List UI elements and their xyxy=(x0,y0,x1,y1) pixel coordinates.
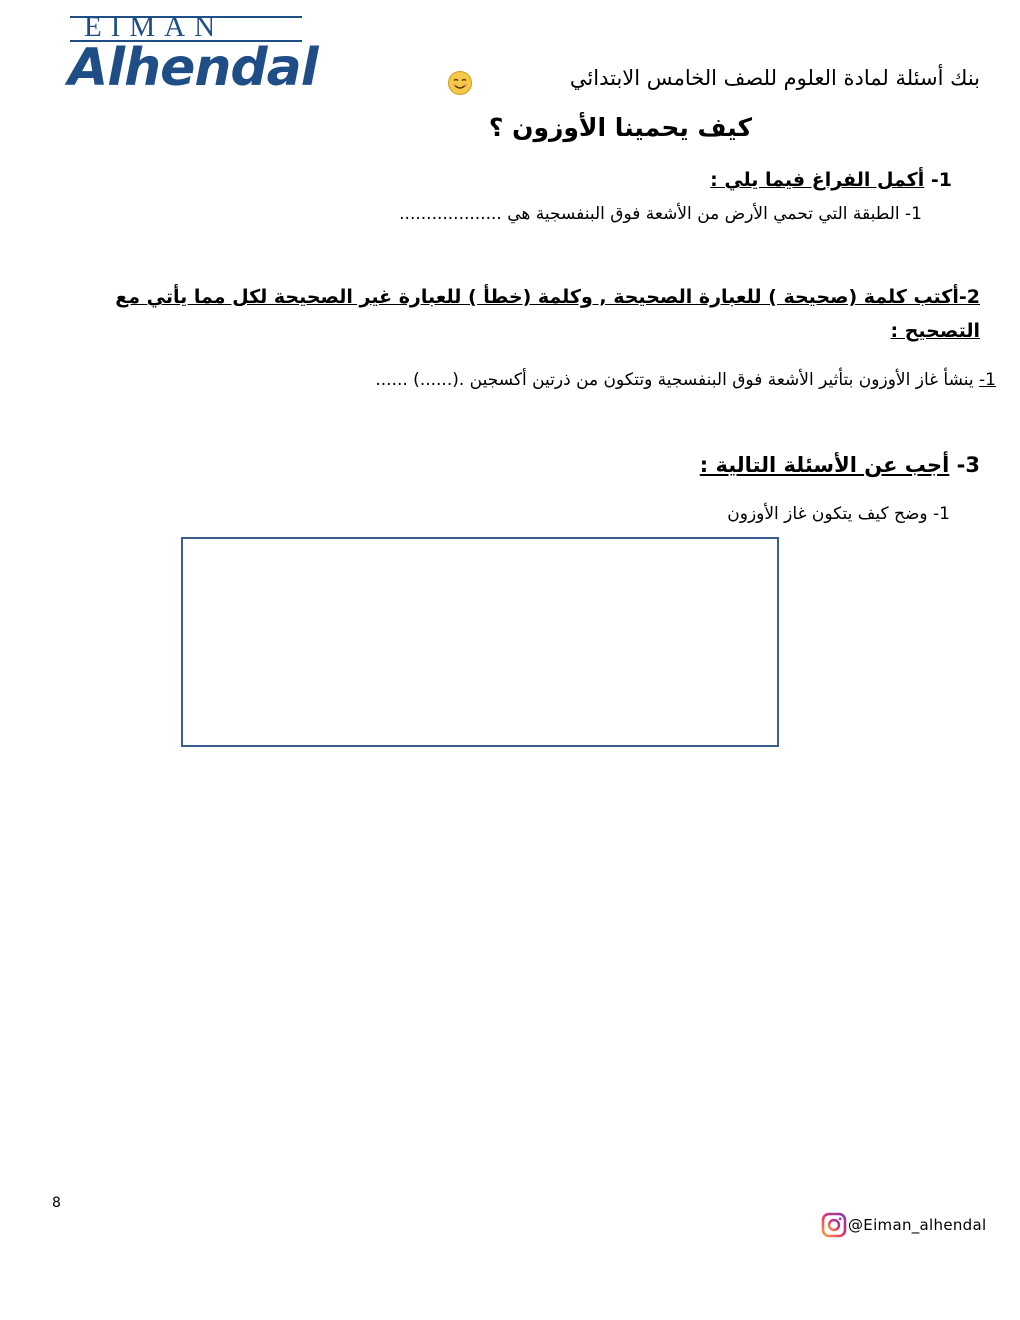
question2-heading-line2 xyxy=(891,316,980,346)
page-number: 8 xyxy=(52,1195,61,1211)
instagram-handle[interactable]: @Eiman_alhendal xyxy=(848,1216,987,1234)
question2-heading-text-2: التصحيح : xyxy=(890,320,980,342)
question1-heading xyxy=(710,166,952,194)
question3-number: 3- xyxy=(956,453,980,477)
question1-item: 1- الطبقة التي تحمي الأرض من الأشعة فوق البنفسجية هي ................... xyxy=(399,204,922,224)
smiling-face-icon xyxy=(447,70,473,96)
question2-heading xyxy=(115,282,980,312)
bank-title: بنك أسئلة لمادة العلوم للصف الخامس الابتدائي xyxy=(569,66,980,90)
question3-heading xyxy=(700,450,980,480)
question1-number: 1- xyxy=(930,169,952,191)
logo-alhendal: Alhendal xyxy=(68,38,318,98)
page-title: كيف يحمينا الأوزون ؟ xyxy=(488,113,752,142)
question1-heading-text: أكمل الفراغ فيما يلي : xyxy=(710,169,925,191)
question2-item-text: ينشأ غاز الأوزون بتأثير الأشعة فوق البنفسجية وتتكون من ذرتين أكسجين .(......) ...... xyxy=(375,370,974,390)
question3-item: 1- وضح كيف يتكون غاز الأوزون xyxy=(727,504,950,524)
question2-item-number: 1- xyxy=(979,370,996,390)
logo-top-text: EIMAN xyxy=(84,11,225,43)
answer-box[interactable] xyxy=(181,537,779,747)
question2-item xyxy=(375,366,996,394)
question3-heading-text: أجب عن الأسئلة التالية : xyxy=(699,453,950,477)
question2-heading-text: أكتب كلمة (صحيحة ) للعبارة الصحيحة , وكلمة (خطأ ) للعبارة غير الصحيحة لكل مما يأتي مع xyxy=(115,286,959,308)
question2-number: 2- xyxy=(958,286,980,308)
instagram-icon xyxy=(821,1212,847,1238)
